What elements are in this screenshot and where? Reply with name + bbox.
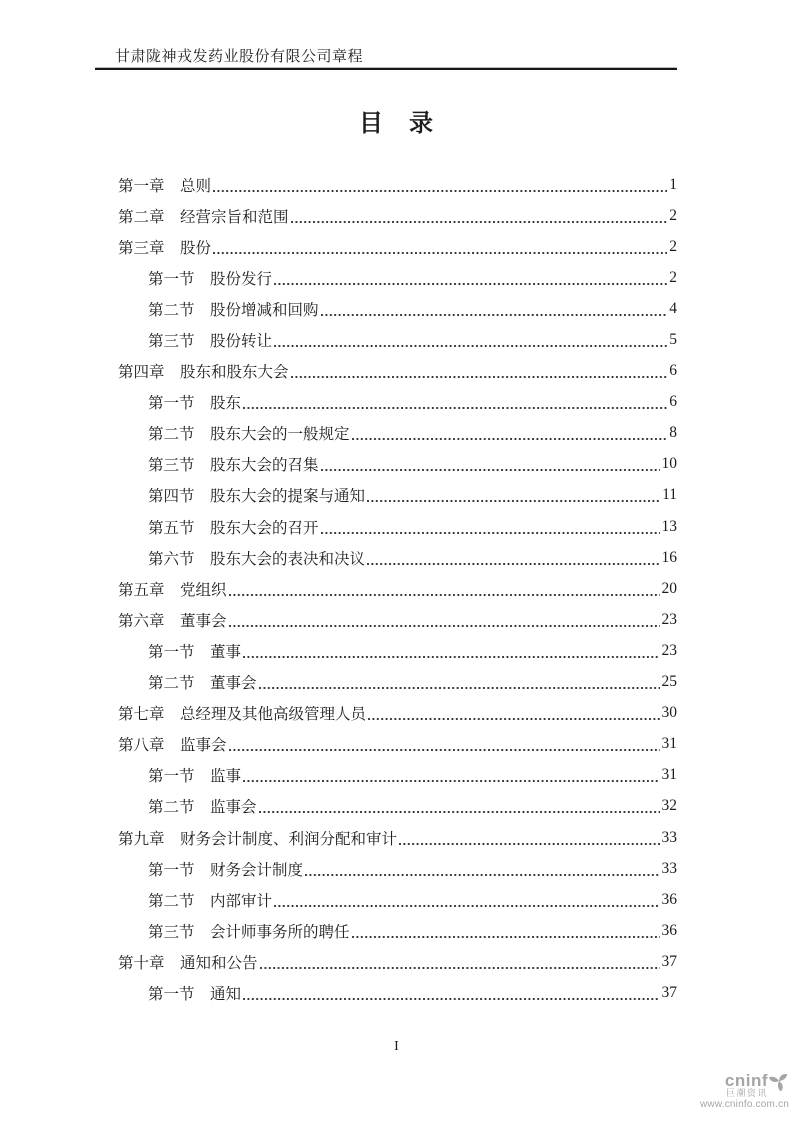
toc-dot-leader: [367, 500, 660, 502]
toc-entry-page: 13: [661, 517, 677, 535]
toc-entry-page: 8: [669, 424, 677, 442]
toc-entry-page: 2: [669, 206, 677, 224]
toc-entry-label: 第九章 财务会计制度、利润分配和审计: [118, 830, 398, 848]
toc-entry-label: 第三章 股份: [118, 239, 212, 257]
toc-entry: [118, 698, 677, 729]
header-title: 甘肃陇神戎发药业股份有限公司章程: [115, 49, 364, 65]
toc-dot-leader: [259, 687, 660, 689]
toc-dot-leader: [213, 252, 667, 254]
toc-entry-page: 37: [661, 952, 677, 970]
cninfo-watermark: [700, 1071, 789, 1111]
toc-entry: [118, 293, 677, 324]
toc-entry-page: 33: [661, 828, 677, 846]
toc-entry-page: 36: [661, 890, 677, 908]
toc-entry-label: 第三节 股份转让: [148, 333, 273, 351]
toc-entry: [118, 635, 677, 666]
toc-entry-page: 31: [661, 766, 677, 784]
toc-entry-page: 33: [661, 859, 677, 877]
toc-entry-label: 第一节 董事: [148, 643, 242, 661]
toc-dot-leader: [260, 967, 660, 969]
toc-dot-leader: [229, 594, 660, 596]
toc-entry-page: 25: [661, 673, 677, 691]
header-rule: [95, 67, 677, 70]
toc-entry-page: 32: [661, 797, 677, 815]
toc-entry: [118, 418, 677, 449]
toc-dot-leader: [243, 780, 659, 782]
toc-entry-label: 第二节 股份增减和回购: [148, 301, 319, 319]
page-title: 目 录: [359, 111, 434, 137]
toc-dot-leader: [243, 656, 659, 658]
toc-dot-leader: [259, 811, 660, 813]
toc-entry-label: 第三节 股东大会的召集: [148, 457, 319, 475]
toc-dot-leader: [229, 749, 660, 751]
toc-entry: [118, 262, 677, 293]
toc-entry-label: 第六节 股东大会的表决和决议: [148, 550, 366, 568]
toc-entry: [118, 946, 677, 977]
toc-entry-label: 第四节 股东大会的提案与通知: [148, 488, 366, 506]
toc-entry-page: 23: [661, 641, 677, 659]
toc-entry-page: 4: [669, 299, 677, 317]
toc-entry-page: 16: [661, 548, 677, 566]
toc-entry: [118, 791, 677, 822]
toc-entry: [118, 604, 677, 635]
toc-dot-leader: [321, 469, 660, 471]
toc-entry-label: 第一节 通知: [148, 985, 242, 1003]
toc-entry: [118, 853, 677, 884]
toc-dot-leader: [367, 563, 659, 565]
toc-entry-label: 第一节 股份发行: [148, 270, 273, 288]
toc-entry-label: 第五节 股东大会的召开: [148, 519, 319, 537]
toc-entry-page: 37: [661, 983, 677, 1001]
toc-dot-leader: [399, 843, 659, 845]
toc-entry-label: 第一章 总则: [118, 177, 212, 195]
toc-entry: [118, 169, 677, 200]
toc-entry-label: 第二节 董事会: [148, 675, 257, 693]
toc-list: [118, 169, 677, 1009]
toc-dot-leader: [352, 936, 660, 938]
toc-entry-label: 第七章 总经理及其他高级管理人员: [118, 706, 367, 724]
toc-dot-leader: [274, 283, 667, 285]
toc-entry-page: 5: [669, 331, 677, 349]
toc-entry: [118, 667, 677, 698]
toc-entry-label: 第五章 党组织: [118, 581, 227, 599]
toc-entry: [118, 760, 677, 791]
toc-entry-page: 6: [669, 393, 677, 411]
toc-dot-leader: [229, 625, 660, 627]
cninfo-brand-text: cninf: [724, 1071, 768, 1091]
footer-page-number: I: [394, 1039, 399, 1054]
toc-dot-leader: [321, 532, 660, 534]
toc-entry-page: 31: [661, 735, 677, 753]
cninfo-chinese-name: 巨潮资讯: [725, 1088, 768, 1098]
toc-entry-page: 20: [661, 579, 677, 597]
toc-entry-label: 第一节 财务会计制度: [148, 861, 304, 879]
toc-entry-page: 30: [661, 704, 677, 722]
toc-entry: [118, 729, 677, 760]
toc-entry-label: 第二章 经营宗旨和范围: [118, 208, 289, 226]
toc-entry-page: 10: [661, 455, 677, 473]
toc-entry-label: 第二节 内部审计: [148, 892, 273, 910]
toc-entry-page: 6: [669, 362, 677, 380]
toc-entry: [118, 356, 677, 387]
toc-entry: [118, 324, 677, 355]
toc-entry: [118, 231, 677, 262]
toc-entry-page: 2: [669, 268, 677, 286]
toc-dot-leader: [243, 407, 667, 409]
toc-entry-page: 23: [661, 610, 677, 628]
toc-entry: [118, 200, 677, 231]
toc-entry: [118, 573, 677, 604]
toc-entry-label: 第三节 会计师事务所的聘任: [148, 923, 350, 941]
toc-dot-leader: [274, 345, 667, 347]
toc-entry: [118, 387, 677, 418]
toc-entry-label: 第二节 股东大会的一般规定: [148, 426, 350, 444]
toc-entry: [118, 449, 677, 480]
toc-entry-label: 第二节 监事会: [148, 799, 257, 817]
cninfo-pinwheel-icon: [769, 1071, 789, 1091]
toc-entry-label: 第十章 通知和公告: [118, 954, 258, 972]
toc-entry: [118, 915, 677, 946]
toc-entry: [118, 884, 677, 915]
toc-dot-leader: [243, 998, 659, 1000]
toc-dot-leader: [291, 376, 668, 378]
toc-entry: [118, 822, 677, 853]
toc-entry-page: 11: [662, 486, 677, 504]
toc-entry-page: 36: [661, 921, 677, 939]
toc-dot-leader: [291, 221, 668, 223]
toc-dot-leader: [274, 905, 659, 907]
toc-dot-leader: [213, 190, 667, 192]
toc-entry: [118, 542, 677, 573]
toc-entry-page: 2: [669, 237, 677, 255]
toc-entry-label: 第八章 监事会: [118, 737, 227, 755]
toc-entry-label: 第一节 股东: [148, 395, 242, 413]
toc-dot-leader: [352, 438, 668, 440]
toc-dot-leader: [368, 718, 659, 720]
toc-entry-label: 第一节 监事: [148, 768, 242, 786]
toc-dot-leader: [321, 314, 668, 316]
cninfo-url: www.cninfo.com.cn: [700, 1099, 789, 1111]
toc-entry-page: 1: [669, 175, 677, 193]
toc-entry-label: 第四章 股东和股东大会: [118, 364, 289, 382]
toc-dot-leader: [305, 874, 659, 876]
toc-entry: [118, 480, 677, 511]
toc-entry: [118, 977, 677, 1008]
toc-entry: [118, 511, 677, 542]
toc-entry-label: 第六章 董事会: [118, 612, 227, 630]
